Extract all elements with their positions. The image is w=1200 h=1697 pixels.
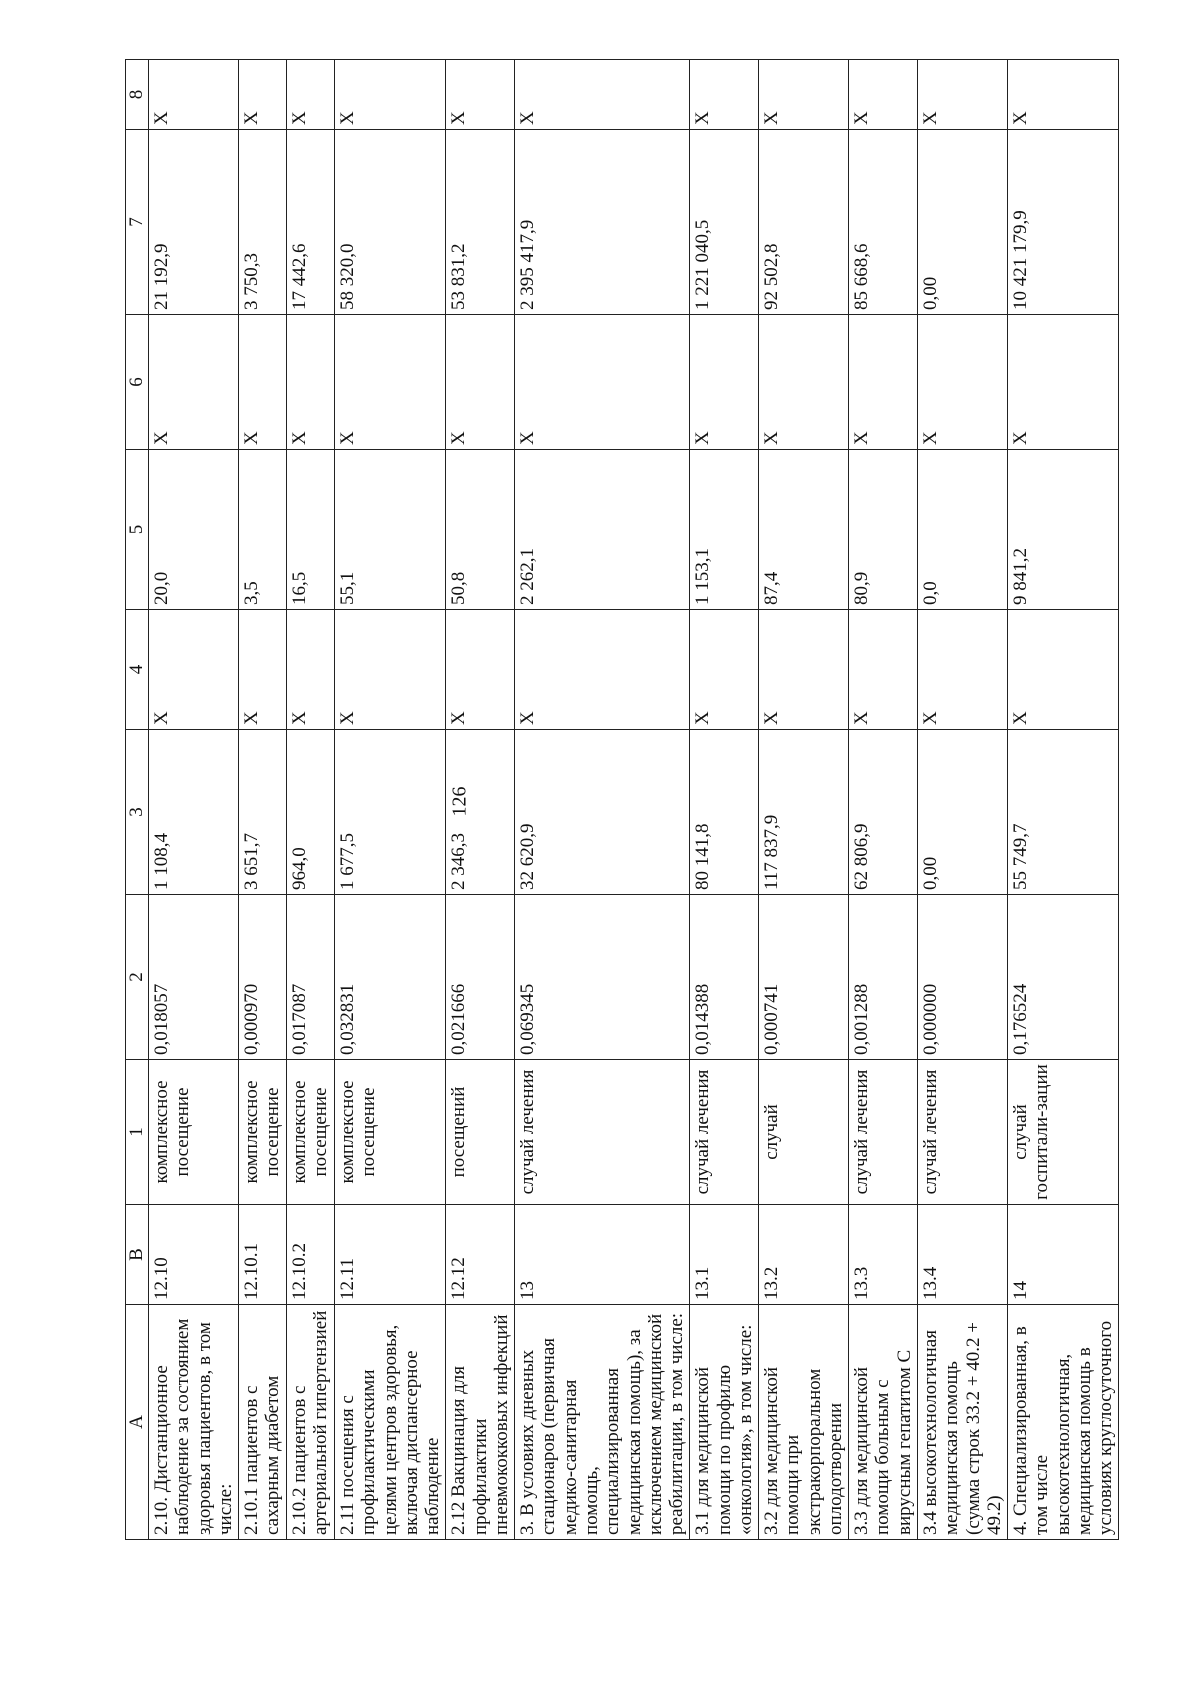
x-cell: X: [446, 315, 515, 450]
value-cell: 80,9: [849, 450, 918, 610]
x-cell: X: [515, 610, 690, 730]
value-cell: 0,032831: [335, 895, 446, 1060]
value-cell: 55 749,7: [1008, 730, 1119, 895]
value-cell: 1 153,1: [690, 450, 759, 610]
unit-cell: комплексное посещение: [239, 1060, 287, 1205]
x-cell: X: [917, 60, 1007, 130]
table-row: [446, 60, 515, 1540]
value-cell: 3 750,3: [239, 130, 287, 315]
x-cell: X: [515, 60, 690, 130]
value-cell: 0,0: [917, 450, 1007, 610]
row-code: 12.10: [149, 1205, 239, 1305]
x-cell: X: [515, 315, 690, 450]
col-header-7: 7: [126, 130, 149, 315]
value-cell: 87,4: [759, 450, 849, 610]
value-cell: 2 346,3: [446, 730, 515, 895]
x-cell: X: [239, 315, 287, 450]
row-code: 12.10.1: [239, 1205, 287, 1305]
value-cell: 964,0: [287, 730, 335, 895]
x-cell: X: [287, 315, 335, 450]
col-header-1: 1: [126, 1060, 149, 1205]
value-cell: 1 108,4: [149, 730, 239, 895]
row-title: 3. В условиях дневных стационаров (первичная медико-санитарная помощь, специализированная медицинская помощь), за исключением медицинской реабилитации, в том числе:: [515, 1305, 690, 1540]
x-cell: X: [917, 315, 1007, 450]
col-header-6: 6: [126, 315, 149, 450]
table-row: [149, 60, 239, 1540]
table-row: [515, 60, 690, 1540]
value-cell: 55,1: [335, 450, 446, 610]
unit-cell: случай: [759, 1060, 849, 1205]
x-cell: X: [917, 610, 1007, 730]
unit-cell: комплексное посещение: [335, 1060, 446, 1205]
row-code: 12.10.2: [287, 1205, 335, 1305]
value-cell: 9 841,2: [1008, 450, 1119, 610]
table-row: [335, 60, 446, 1540]
row-title: 2.10. Дистанционное наблюдение за состоянием здоровья пациентов, в том числе:: [149, 1305, 239, 1540]
value-cell: 0,069345: [515, 895, 690, 1060]
value-cell: 32 620,9: [515, 730, 690, 895]
row-code: 13.1: [690, 1205, 759, 1305]
x-cell: X: [149, 610, 239, 730]
unit-cell: случай лечения: [690, 1060, 759, 1205]
table-row: [1008, 60, 1119, 1540]
col-header-8: 8: [126, 60, 149, 130]
value-cell: 80 141,8: [690, 730, 759, 895]
table-row: [239, 60, 287, 1540]
row-code: 14: [1008, 1205, 1119, 1305]
unit-cell: случай лечения: [849, 1060, 918, 1205]
table-header-row: [126, 60, 149, 1540]
x-cell: X: [287, 610, 335, 730]
value-cell: 50,8: [446, 450, 515, 610]
value-cell: 0,018057: [149, 895, 239, 1060]
x-cell: X: [287, 60, 335, 130]
value-cell: 16,5: [287, 450, 335, 610]
x-cell: X: [849, 60, 918, 130]
row-code: 12.11: [335, 1205, 446, 1305]
value-cell: 2 262,1: [515, 450, 690, 610]
data-table: [125, 59, 1119, 1540]
x-cell: X: [239, 610, 287, 730]
value-cell: 1 677,5: [335, 730, 446, 895]
row-title: 3.3 для медицинской помощи больным с вирусным гепатитом С: [849, 1305, 918, 1540]
value-cell: 0,000970: [239, 895, 287, 1060]
row-code: 13: [515, 1205, 690, 1305]
row-title: 2.10.2 пациентов с артериальной гипертензией: [287, 1305, 335, 1540]
value-cell: 0,176524: [1008, 895, 1119, 1060]
col-header-5: 5: [126, 450, 149, 610]
x-cell: X: [849, 610, 918, 730]
table-row: [759, 60, 849, 1540]
x-cell: X: [849, 315, 918, 450]
value-cell: 0,000000: [917, 895, 1007, 1060]
x-cell: X: [149, 60, 239, 130]
table-row: [849, 60, 918, 1540]
value-cell: 10 421 179,9: [1008, 130, 1119, 315]
unit-cell: случай госпитали-зации: [1008, 1060, 1119, 1205]
col-header-2: 2: [126, 895, 149, 1060]
value-cell: 53 831,2: [446, 130, 515, 315]
x-cell: X: [690, 610, 759, 730]
value-cell: 117 837,9: [759, 730, 849, 895]
row-title: 4. Специализированная, в том числе высокотехнологичная, медицинская помощь в условиях круглосуточного: [1008, 1305, 1119, 1540]
x-cell: X: [335, 610, 446, 730]
x-cell: X: [335, 315, 446, 450]
row-code: 13.4: [917, 1205, 1007, 1305]
value-cell: 20,0: [149, 450, 239, 610]
col-header-3: 3: [126, 730, 149, 895]
table-body: [149, 60, 1119, 1540]
x-cell: X: [759, 610, 849, 730]
row-title: 3.1 для медицинской помощи по профилю «онкология», в том числе:: [690, 1305, 759, 1540]
value-cell: 2 395 417,9: [515, 130, 690, 315]
page-number: 126: [448, 786, 471, 817]
x-cell: X: [1008, 315, 1119, 450]
x-cell: X: [1008, 610, 1119, 730]
x-cell: X: [239, 60, 287, 130]
row-code: 12.12: [446, 1205, 515, 1305]
value-cell: 85 668,6: [849, 130, 918, 315]
value-cell: 0,021666: [446, 895, 515, 1060]
value-cell: 21 192,9: [149, 130, 239, 315]
row-code: 13.2: [759, 1205, 849, 1305]
row-title: 2.12 Вакцинация для профилактики пневмококковых инфекций: [446, 1305, 515, 1540]
row-title: 3.2 для медицинской помощи при экстракорпоральном оплодотворении: [759, 1305, 849, 1540]
x-cell: X: [335, 60, 446, 130]
value-cell: 0,014388: [690, 895, 759, 1060]
value-cell: 62 806,9: [849, 730, 918, 895]
unit-cell: случай лечения: [917, 1060, 1007, 1205]
col-header-a: A: [126, 1305, 149, 1540]
value-cell: 17 442,6: [287, 130, 335, 315]
value-cell: 92 502,8: [759, 130, 849, 315]
x-cell: X: [446, 60, 515, 130]
col-header-4: 4: [126, 610, 149, 730]
value-cell: 0,00: [917, 730, 1007, 895]
x-cell: X: [149, 315, 239, 450]
row-title: 2.10.1 пациентов с сахарным диабетом: [239, 1305, 287, 1540]
x-cell: X: [1008, 60, 1119, 130]
value-cell: 3 651,7: [239, 730, 287, 895]
value-cell: 0,017087: [287, 895, 335, 1060]
x-cell: X: [759, 315, 849, 450]
unit-cell: посещений: [446, 1060, 515, 1205]
row-title: 3.4 высокотехнологичная медицинская помощь (сумма строк 33.2 + 40.2 + 49.2): [917, 1305, 1007, 1540]
table-row: [690, 60, 759, 1540]
row-title: 2.11 посещения с профилактическими целями центров здоровья, включая диспансерное наблюдение: [335, 1305, 446, 1540]
value-cell: 0,000741: [759, 895, 849, 1060]
x-cell: X: [446, 610, 515, 730]
table-row: [287, 60, 335, 1540]
rotated-table-page: [125, 60, 1117, 1540]
row-code: 13.3: [849, 1205, 918, 1305]
table-row: [917, 60, 1007, 1540]
value-cell: 1 221 040,5: [690, 130, 759, 315]
value-cell: 0,001288: [849, 895, 918, 1060]
x-cell: X: [759, 60, 849, 130]
col-header-b: B: [126, 1205, 149, 1305]
unit-cell: случай лечения: [515, 1060, 690, 1205]
value-cell: 3,5: [239, 450, 287, 610]
unit-cell: комплексное посещение: [149, 1060, 239, 1205]
value-cell: 0,00: [917, 130, 1007, 315]
x-cell: X: [690, 60, 759, 130]
unit-cell: комплексное посещение: [287, 1060, 335, 1205]
x-cell: X: [690, 315, 759, 450]
value-cell: 58 320,0: [335, 130, 446, 315]
